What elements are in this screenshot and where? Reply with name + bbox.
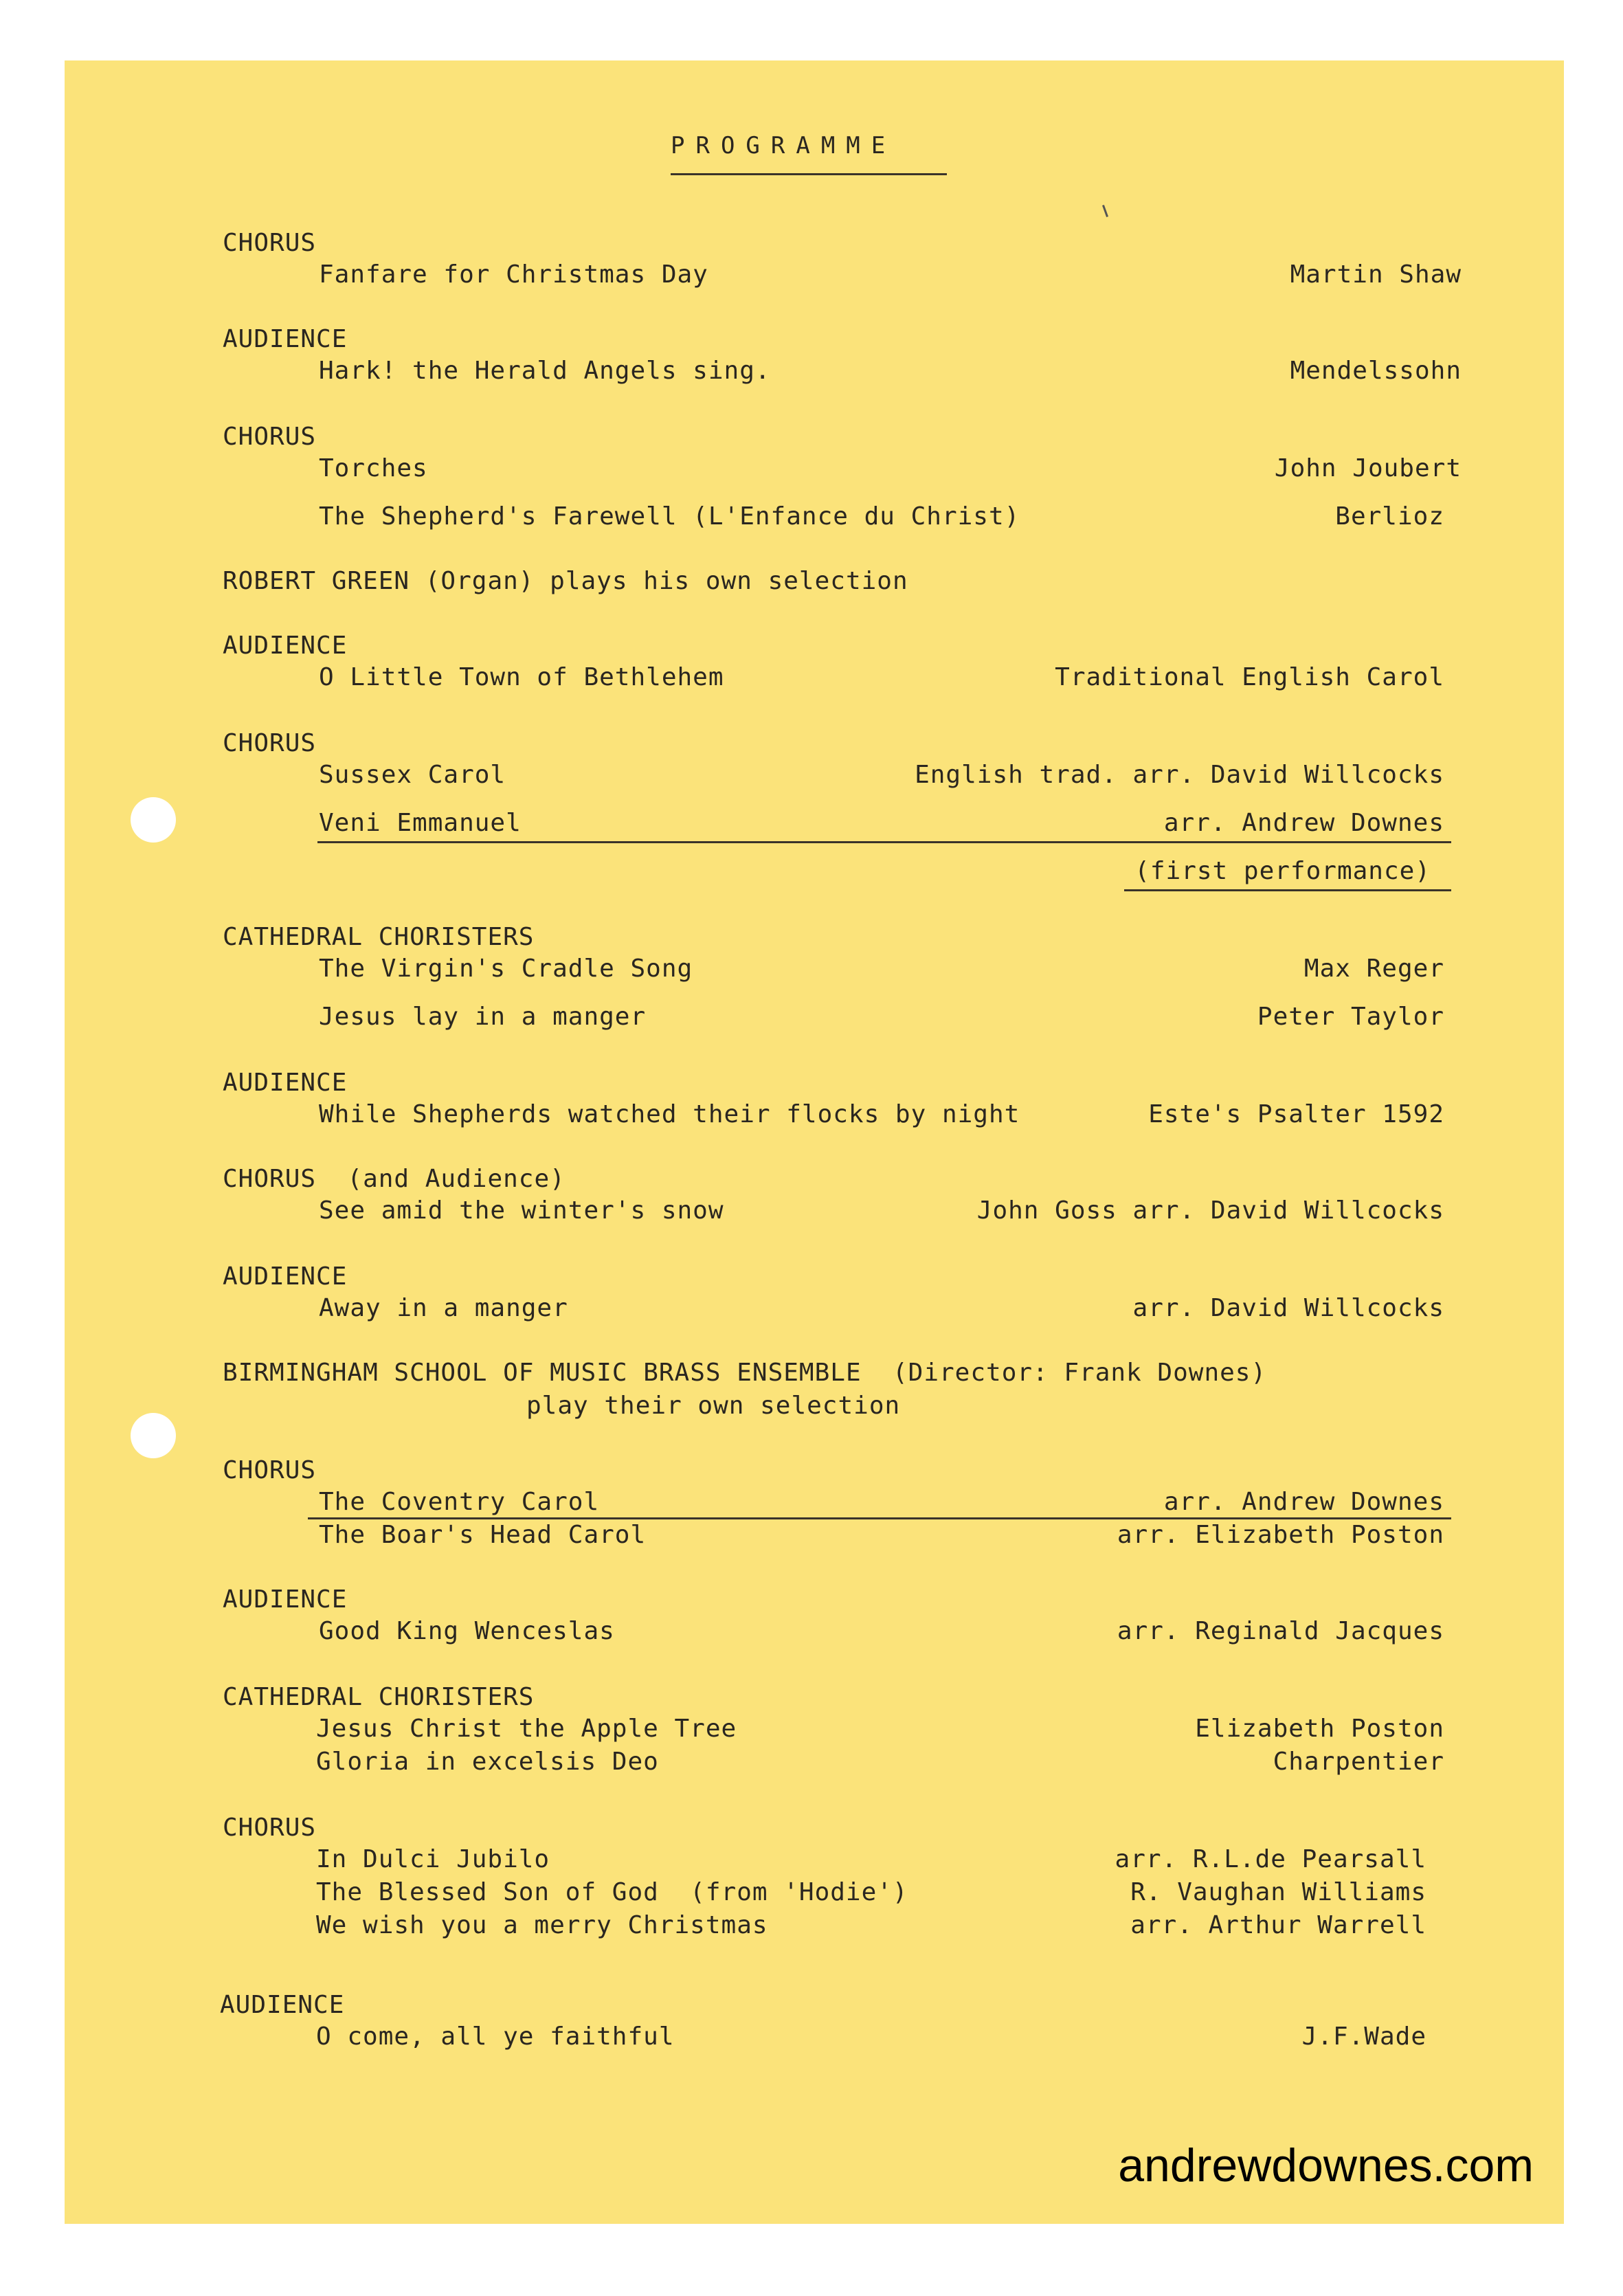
piece-title: We wish you a merry Christmas	[316, 1911, 768, 1939]
performer-heading: CATHEDRAL CHORISTERS	[223, 923, 535, 951]
composer: Elizabeth Poston	[1195, 1715, 1444, 1743]
handwritten-underline	[308, 1517, 1451, 1519]
piece-title: See amid the winter's snow	[319, 1196, 724, 1225]
performer-heading: CHORUS	[223, 229, 317, 257]
piece-title: The Virgin's Cradle Song	[319, 955, 693, 983]
composer: John Goss arr. David Willcocks	[976, 1196, 1444, 1225]
composer: Traditional English Carol	[1055, 663, 1444, 691]
piece-title: O come, all ye faithful	[316, 2022, 675, 2051]
piece-title: The Boar's Head Carol	[319, 1521, 647, 1549]
performer-heading: CATHEDRAL CHORISTERS	[223, 1683, 535, 1711]
performance-note: (first performance)	[1134, 857, 1431, 885]
piece-title: Torches	[319, 454, 428, 482]
piece-title: Hark! the Herald Angels sing.	[319, 357, 771, 385]
composer: arr. Andrew Downes	[1163, 1488, 1444, 1516]
performer-heading: CHORUS	[223, 1456, 317, 1484]
piece-title: Gloria in excelsis Deo	[316, 1748, 659, 1776]
performer-heading: AUDIENCE	[223, 1262, 348, 1291]
performer-heading: AUDIENCE	[223, 1585, 348, 1614]
handwritten-underline	[1124, 889, 1451, 891]
performer-heading: CHORUS	[223, 1814, 317, 1842]
piece-title: Sussex Carol	[319, 761, 506, 789]
piece-title: The Shepherd's Farewell (L'Enfance du Christ)	[319, 502, 1020, 531]
website-watermark: andrewdownes.com	[1118, 2139, 1534, 2192]
piece-title: Jesus lay in a manger	[319, 1003, 647, 1031]
composer: Este's Psalter 1592	[1148, 1100, 1444, 1128]
piece-title: The Coventry Carol	[319, 1488, 600, 1516]
composer: Mendelssohn	[1290, 357, 1462, 385]
punch-hole	[131, 1413, 176, 1458]
organ-selection-line: ROBERT GREEN (Organ) plays his own selection	[223, 567, 908, 595]
page-title: PROGRAMME	[671, 132, 897, 159]
brass-ensemble-line: play their own selection	[526, 1392, 901, 1420]
piece-title: The Blessed Son of God (from 'Hodie')	[316, 1878, 908, 1906]
piece-title: Jesus Christ the Apple Tree	[316, 1715, 737, 1743]
title-underline	[671, 173, 947, 175]
composer: arr. Reginald Jacques	[1117, 1617, 1444, 1645]
composer: R. Vaughan Williams	[1130, 1878, 1426, 1906]
performer-heading: CHORUS	[223, 729, 317, 757]
piece-title: O Little Town of Bethlehem	[319, 663, 724, 691]
handwritten-underline	[317, 841, 1451, 843]
performer-heading: CHORUS (and Audience)	[223, 1165, 566, 1193]
composer: Berlioz	[1335, 502, 1444, 531]
composer: arr. R.L.de Pearsall	[1115, 1845, 1426, 1873]
piece-title: Good King Wenceslas	[319, 1617, 615, 1645]
composer: J.F.Wade	[1301, 2022, 1426, 2051]
piece-title: Away in a manger	[319, 1294, 568, 1322]
composer: Peter Taylor	[1257, 1003, 1444, 1031]
performer-heading: AUDIENCE	[223, 325, 348, 353]
composer: arr. Arthur Warrell	[1130, 1911, 1426, 1939]
performer-heading: AUDIENCE	[223, 1069, 348, 1097]
composer: Charpentier	[1273, 1748, 1444, 1776]
composer: John Joubert	[1274, 454, 1462, 482]
piece-title: Fanfare for Christmas Day	[319, 260, 708, 289]
performer-heading: CHORUS	[223, 423, 317, 451]
brass-ensemble-line: BIRMINGHAM SCHOOL OF MUSIC BRASS ENSEMBLE (Director: Frank Downes)	[223, 1359, 1267, 1387]
performer-heading: AUDIENCE	[220, 1991, 345, 2019]
performer-heading: AUDIENCE	[223, 632, 348, 660]
composer: English trad. arr. David Willcocks	[915, 761, 1444, 789]
composer: Martin Shaw	[1290, 260, 1462, 289]
composer: arr. Elizabeth Poston	[1117, 1521, 1444, 1549]
piece-title: In Dulci Jubilo	[316, 1845, 550, 1873]
piece-title: While Shepherds watched their flocks by night	[319, 1100, 1020, 1128]
piece-title: Veni Emmanuel	[319, 809, 522, 837]
composer: arr. David Willcocks	[1132, 1294, 1444, 1322]
punch-hole	[131, 797, 176, 843]
composer: Max Reger	[1303, 955, 1444, 983]
composer: arr. Andrew Downes	[1163, 809, 1444, 837]
